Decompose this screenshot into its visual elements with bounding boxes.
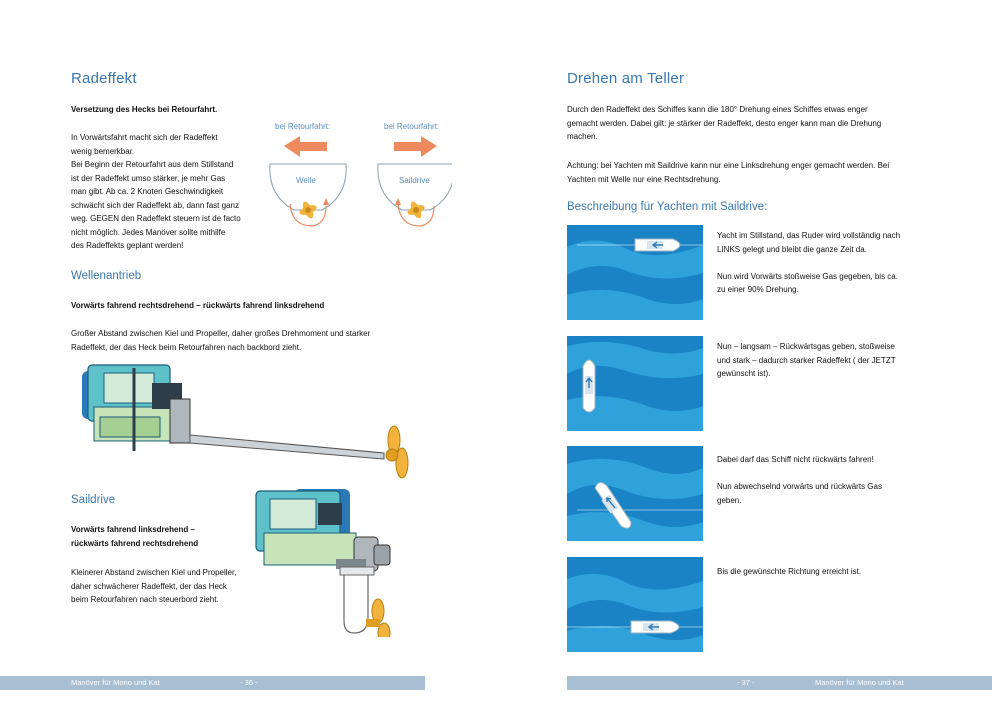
- hull-welle: [270, 164, 346, 210]
- footer-right: [567, 676, 992, 690]
- yacht-icon: [583, 360, 595, 412]
- page-title-left: Radeffekt: [71, 70, 137, 87]
- engine-saildrive-illustration: [254, 487, 414, 637]
- hull-label-welle: Welle: [296, 176, 316, 185]
- step-1-text: Yacht im Stillstand, das Ruder wird vollständig nach LINKS gelegt und bleibt die ganze Zeit da. Nun wird Vorwärts stoßweise Gas gegeben, bis ca. zu einer 90% Drehung.: [717, 231, 901, 294]
- yacht-icon: [635, 239, 680, 251]
- right-paragraph-2: Achtung: bei Yachten mit Saildrive kann nur eine Linksdrehung enger gemacht werden. Bei Yachten mit Welle nur eine Rechtsdrehung.: [567, 161, 890, 184]
- hull-label-saildrive: Saildrive: [399, 176, 430, 185]
- section-subtitle: Versetzung des Hecks bei Retourfahrt.: [71, 105, 218, 114]
- footer-title-right: Manöver für Mono und Kat: [815, 678, 904, 687]
- step-3-text: Dabei darf das Schiff nicht rückwärts fahren! Nun abwechselnd vorwärts und rückwärts Gas geben.: [717, 455, 882, 505]
- wellen-bold: Vorwärts fahrend rechtsdrehend – rückwärts fahrend linksdrehend: [71, 301, 325, 310]
- step-1-image: [567, 225, 703, 320]
- heading-saildrive-steps: Beschreibung für Yachten mit Saildrive:: [567, 201, 768, 213]
- step-2-image: [567, 336, 703, 431]
- shaft-propeller-icon: [386, 426, 408, 478]
- diagram-label-right: bei Retourfahrt:: [384, 122, 440, 131]
- step-4-image: [567, 557, 703, 652]
- arrow-left-icon: [284, 136, 327, 157]
- step-4-text: Bis die gewünschte Richtung erreicht ist.: [717, 567, 862, 576]
- intro-paragraph: In Vorwärtsfahrt macht sich der Radeffekt wenig bemerkbar. Bei Beginn der Retourfahrt aus dem Stillstand ist der Radeffekt umso stärker, je mehr Gas man gibt. Ab ca. 2 Knoten Geschwindigkeit schwächt sich der Radeffekt ab, dann fast ganz weg. GEGEN den Radeffekt steuern ist de facto nicht möglich. Jedes Manöver sollte mithilfe des Radeffekts geplant werden!: [71, 133, 241, 250]
- saildrive-bold: Vorwärts fahrend linksdrehend – rückwärts fahrend rechtsdrehend: [71, 525, 199, 548]
- arrow-right-icon: [394, 136, 437, 157]
- heading-saildrive: Saildrive: [71, 494, 116, 506]
- step-2-text: Nun – langsam – Rückwärtsgas geben, stoßweise und stark – dadurch starker Radeffekt ( der JETZT gewünscht ist).: [717, 342, 896, 378]
- heading-wellenantrieb: Wellenantrieb: [71, 270, 142, 282]
- footer-title-left: Manöver für Mono und Kat: [71, 678, 160, 687]
- yacht-icon: [631, 621, 679, 633]
- page-number-left: - 36 -: [240, 678, 258, 687]
- right-paragraph-1: Durch den Radeffekt des Schiffes kann die 180° Drehung eines Schiffes etwas enger gemacht werden. Dabei gilt: je stärker der Radeffekt, desto enger kann man die Drehung machen.: [567, 105, 882, 141]
- wellen-paragraph: Großer Abstand zwischen Kiel und Propeller, daher großes Drehmoment und starker Radeffekt, der das Heck beim Retourfahren nach backbord zieht.: [71, 329, 371, 352]
- diagram-label-left: bei Retourfahrt:: [275, 122, 331, 131]
- saildrive-paragraph: Kleinerer Abstand zwischen Kiel und Propeller, daher schwächerer Radeffekt, der das Heck beim Retourfahren nach steuerbord zieht.: [71, 568, 237, 604]
- footer-left: [0, 676, 425, 690]
- step-3-image: [567, 446, 703, 541]
- page-number-right: - 37 -: [737, 678, 755, 687]
- saildrive-propeller-icon: [366, 599, 390, 637]
- engine-shaft-illustration: [74, 363, 419, 481]
- page-title-right: Drehen am Teller: [567, 70, 685, 87]
